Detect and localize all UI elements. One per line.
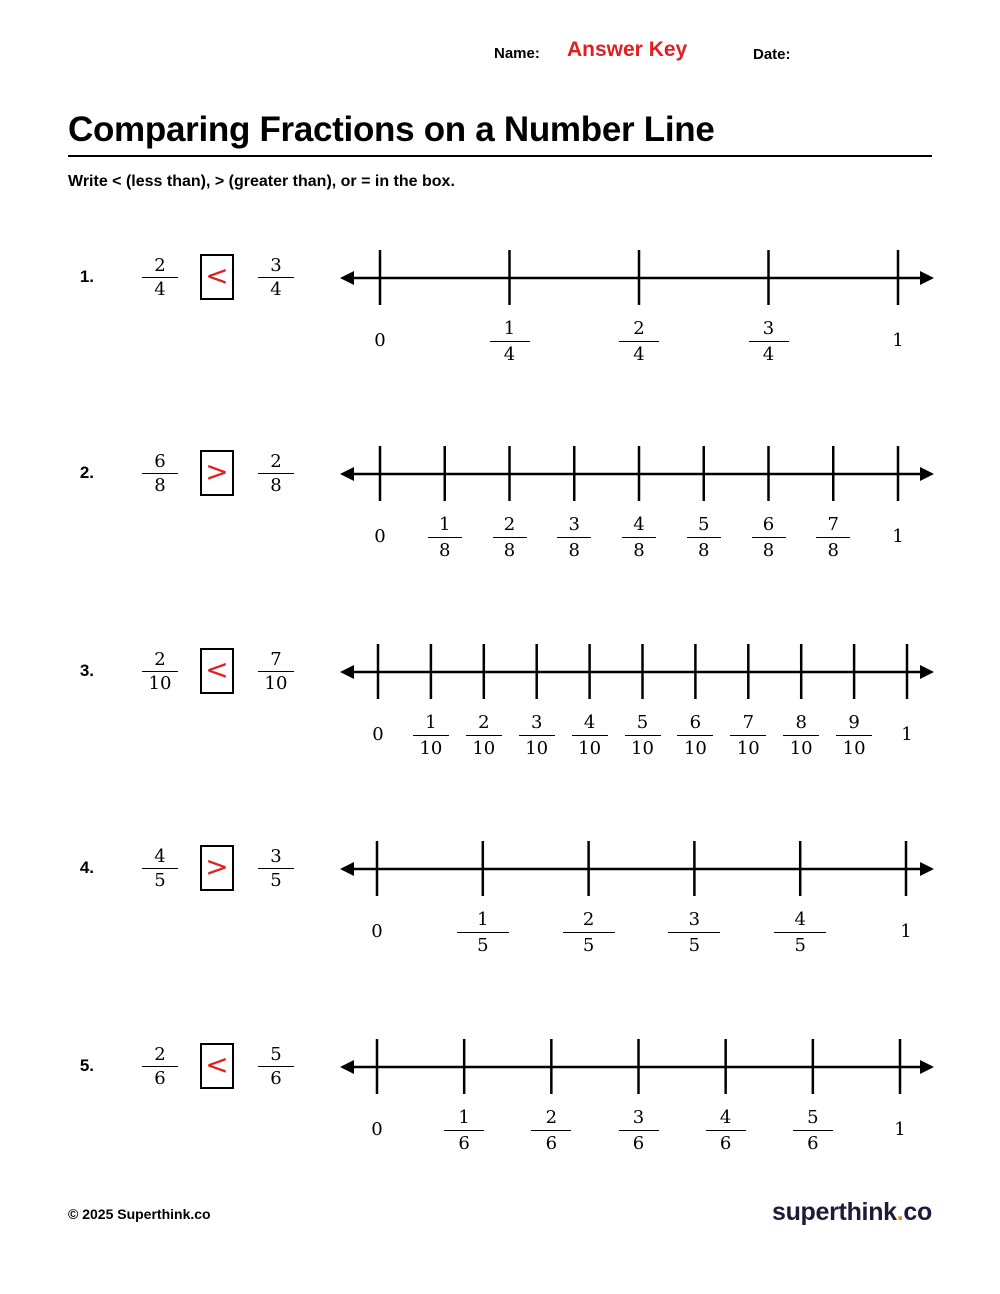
numerator: 8 bbox=[795, 712, 807, 733]
numerator: 1 bbox=[458, 1107, 470, 1128]
numerator: 3 bbox=[688, 909, 701, 930]
denominator: 10 bbox=[789, 738, 813, 759]
comparison-answer-box[interactable]: > bbox=[200, 450, 234, 496]
denominator: 5 bbox=[154, 870, 166, 891]
fraction-bar bbox=[793, 1130, 833, 1131]
numerator: 3 bbox=[270, 255, 282, 276]
left-arrow-icon bbox=[340, 1060, 354, 1074]
copyright: © 2025 Superthink.co bbox=[68, 1206, 211, 1222]
denominator: 5 bbox=[270, 870, 282, 891]
denominator: 10 bbox=[525, 738, 549, 759]
denominator: 5 bbox=[477, 935, 489, 956]
numerator: 2 bbox=[154, 649, 166, 670]
numerator: 6 bbox=[154, 451, 166, 472]
numerator: 2 bbox=[633, 318, 645, 339]
numerator: 1 bbox=[503, 318, 516, 339]
tick-label-one: 1 bbox=[892, 526, 904, 547]
comparison-answer-box[interactable]: < bbox=[200, 254, 234, 300]
denominator: 10 bbox=[578, 738, 602, 759]
numerator: 2 bbox=[154, 1044, 166, 1065]
fraction-bar bbox=[444, 1130, 484, 1131]
tick-label-zero: 0 bbox=[371, 921, 383, 942]
name-label: Name: bbox=[494, 45, 540, 62]
numerator: 3 bbox=[762, 318, 775, 339]
tick-label-fraction bbox=[619, 1107, 659, 1154]
tick-label-one: 1 bbox=[892, 330, 904, 351]
numerator: 3 bbox=[632, 1107, 645, 1128]
tick-label-fraction bbox=[444, 1107, 484, 1154]
numerator: 2 bbox=[154, 255, 166, 276]
numerator: 2 bbox=[582, 909, 595, 930]
denominator: 10 bbox=[148, 673, 172, 694]
comparison-answer-box[interactable]: > bbox=[200, 845, 234, 891]
tick-label-fraction bbox=[531, 1107, 571, 1154]
denominator: 5 bbox=[688, 935, 701, 956]
denominator: 4 bbox=[503, 344, 516, 365]
comparison-answer-box[interactable]: < bbox=[200, 648, 234, 694]
fraction-bar bbox=[619, 1130, 659, 1131]
problem-number: 3. bbox=[79, 661, 94, 680]
tick-label-zero: 0 bbox=[372, 724, 384, 745]
brand-logo: superthink.co bbox=[771, 1198, 932, 1226]
problem-number: 1. bbox=[79, 267, 94, 286]
denominator: 10 bbox=[264, 673, 288, 694]
page-title: Comparing Fractions on a Number Line bbox=[68, 110, 715, 149]
problem-number: 2. bbox=[79, 463, 94, 482]
denominator: 8 bbox=[439, 540, 451, 561]
numerator: 1 bbox=[439, 514, 451, 535]
denominator: 10 bbox=[419, 738, 443, 759]
numerator: 5 bbox=[807, 1107, 819, 1128]
numerator: 1 bbox=[477, 909, 489, 930]
numerator: 2 bbox=[478, 712, 490, 733]
numerator: 4 bbox=[154, 846, 166, 867]
answer-key-label: Answer Key bbox=[567, 38, 688, 61]
denominator: 6 bbox=[632, 1133, 645, 1154]
denominator: 6 bbox=[545, 1133, 558, 1154]
instructions: Write < (less than), > (greater than), or = in the box. bbox=[68, 173, 455, 190]
denominator: 4 bbox=[633, 344, 645, 365]
fraction-bar bbox=[706, 1130, 746, 1131]
denominator: 10 bbox=[631, 738, 654, 759]
denominator: 8 bbox=[827, 540, 839, 561]
comparison-answer-box[interactable]: < bbox=[200, 1043, 234, 1089]
denominator: 4 bbox=[270, 279, 282, 300]
fraction-bar bbox=[531, 1130, 571, 1131]
numerator: 4 bbox=[719, 1107, 732, 1128]
numerator: 2 bbox=[270, 451, 282, 472]
numerator: 2 bbox=[545, 1107, 558, 1128]
numerator: 1 bbox=[425, 712, 437, 733]
numerator: 3 bbox=[270, 846, 282, 867]
denominator: 8 bbox=[503, 540, 516, 561]
numerator: 7 bbox=[742, 712, 755, 733]
problem-number: 4. bbox=[79, 858, 94, 877]
numerator: 9 bbox=[848, 712, 860, 733]
tick-label-one: 1 bbox=[894, 1119, 906, 1140]
problem-number: 5. bbox=[79, 1056, 94, 1075]
denominator: 6 bbox=[270, 1068, 282, 1089]
denominator: 10 bbox=[842, 738, 866, 759]
denominator: 10 bbox=[472, 738, 496, 759]
numerator: 7 bbox=[270, 649, 282, 670]
denominator: 6 bbox=[719, 1133, 732, 1154]
denominator: 8 bbox=[762, 540, 775, 561]
numerator: 4 bbox=[794, 909, 806, 930]
numerator: 3 bbox=[530, 712, 543, 733]
denominator: 4 bbox=[154, 279, 166, 300]
denominator: 8 bbox=[633, 540, 645, 561]
numerator: 2 bbox=[503, 514, 516, 535]
tick-label-one: 1 bbox=[900, 921, 912, 942]
right-arrow-icon bbox=[920, 1060, 934, 1074]
denominator: 6 bbox=[807, 1133, 819, 1154]
denominator: 10 bbox=[683, 738, 707, 759]
numerator: 5 bbox=[636, 712, 649, 733]
numerator: 6 bbox=[689, 712, 702, 733]
denominator: 5 bbox=[582, 935, 595, 956]
denominator: 6 bbox=[458, 1133, 470, 1154]
numerator: 5 bbox=[698, 514, 710, 535]
denominator: 8 bbox=[154, 475, 166, 496]
denominator: 8 bbox=[568, 540, 580, 561]
numerator: 4 bbox=[583, 712, 596, 733]
denominator: 5 bbox=[794, 935, 806, 956]
tick-label-one: 1 bbox=[901, 724, 913, 745]
denominator: 6 bbox=[154, 1068, 166, 1089]
numerator: 7 bbox=[827, 514, 839, 535]
denominator: 8 bbox=[270, 475, 282, 496]
tick-label-fraction bbox=[706, 1107, 746, 1154]
denominator: 4 bbox=[762, 344, 775, 365]
numerator: 4 bbox=[633, 514, 645, 535]
numerator: 6 bbox=[762, 514, 775, 535]
tick-label-zero: 0 bbox=[371, 1119, 383, 1140]
tick-label-zero: 0 bbox=[374, 526, 386, 547]
denominator: 10 bbox=[736, 738, 760, 759]
date-label: Date: bbox=[753, 46, 791, 63]
numerator: 3 bbox=[568, 514, 580, 535]
numerator: 5 bbox=[270, 1044, 282, 1065]
tick-label-fraction bbox=[793, 1107, 833, 1154]
denominator: 8 bbox=[698, 540, 710, 561]
tick-label-zero: 0 bbox=[374, 330, 386, 351]
